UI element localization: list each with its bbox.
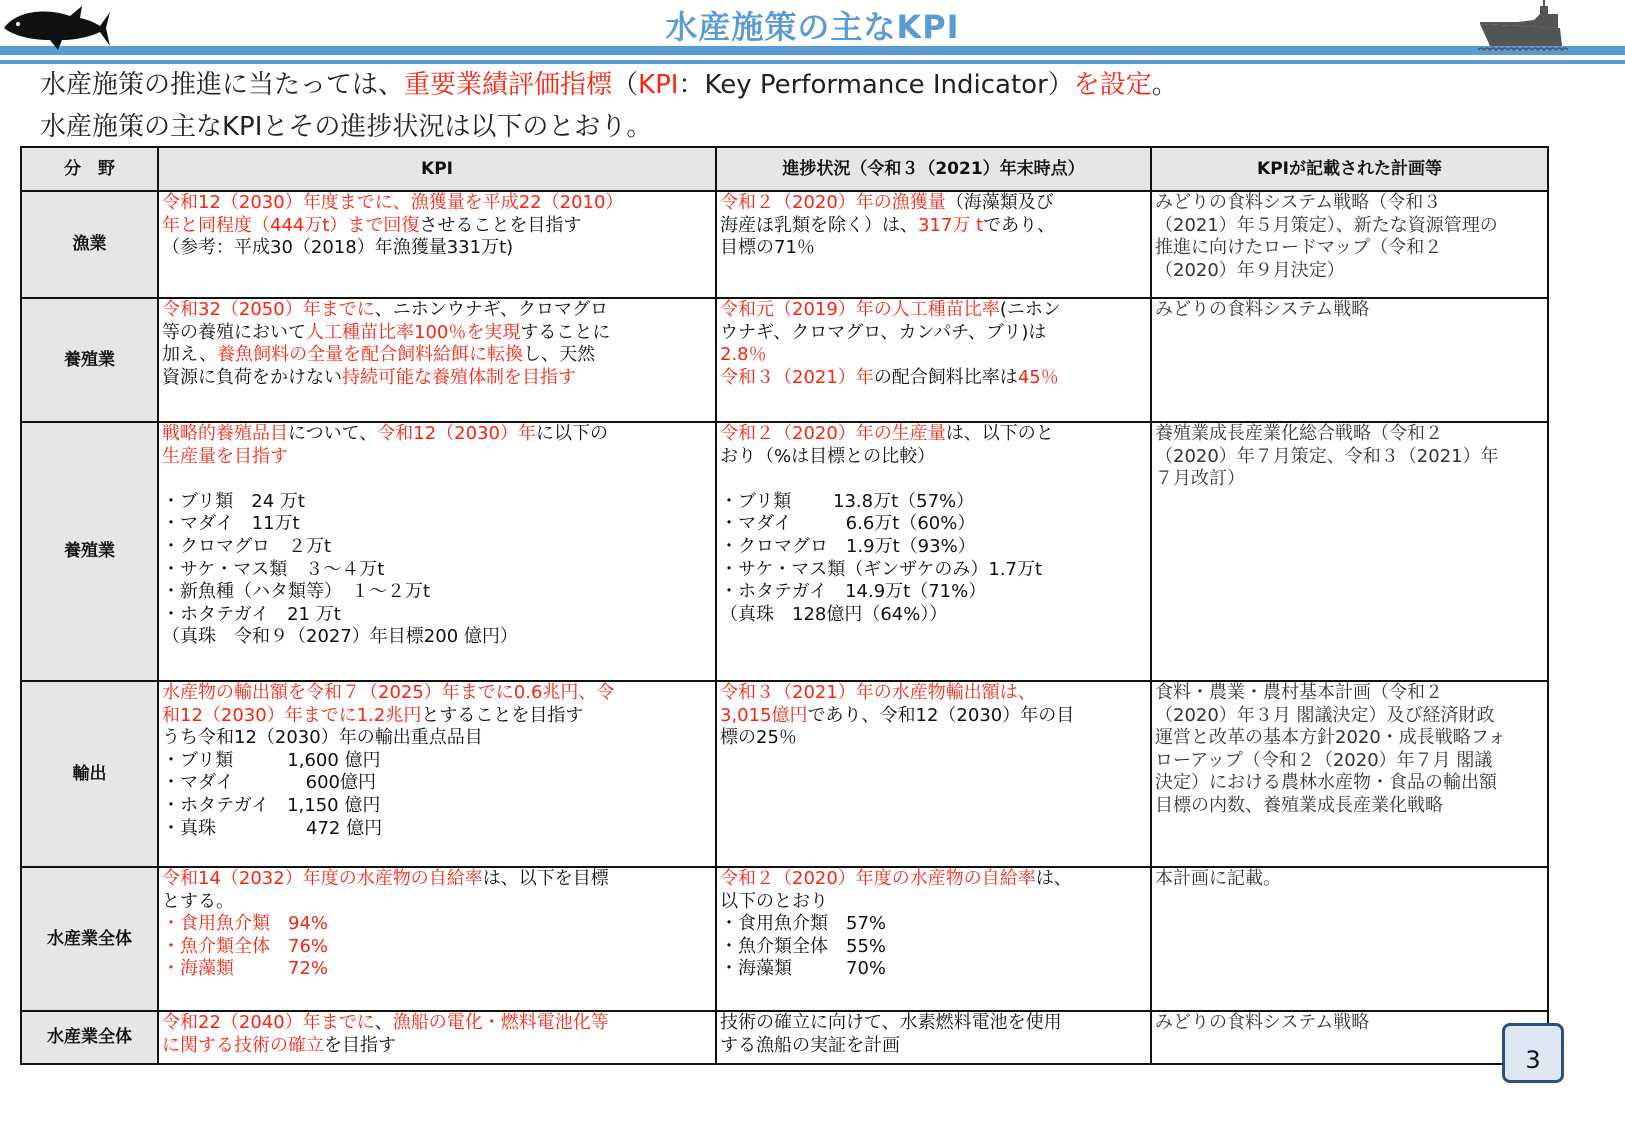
cell-line [720,958,1147,981]
highlight-text: 和12（2030）年までに1.2兆円 [162,704,422,726]
highlight-text: 2.8％ [720,344,767,366]
text-segment: 標の25％ [720,727,797,749]
text-segment: は、以下のと [945,423,1054,444]
cell-line [720,1012,1147,1035]
cell-line [720,423,1147,446]
cell-line [1155,260,1544,283]
header-progress: 進捗状況（令和３（2021）年末時点） [716,147,1151,191]
cell-line [720,536,1147,559]
cell-line [1155,682,1544,705]
kpi-cell [158,681,716,867]
cell-line [162,513,712,536]
kpi-cell [158,422,716,681]
table-row [21,1011,1548,1064]
text-segment: おり（%は目標との比較） [720,445,936,467]
cell-line [162,604,712,627]
header-plan: KPIが記載された計画等 [1151,147,1548,191]
kpi-cell [158,1011,716,1064]
text-segment: の配合飼料比率は [873,366,1018,388]
cell-line [720,727,1147,750]
highlight-text: 養魚飼料の全量を配合飼料給餌に転換 [217,344,524,366]
highlight-text: 令和14（2032）年度の水産物の自給率 [162,868,483,889]
kpi-cell [158,867,716,1011]
cell-line [162,322,712,345]
text-segment: うち令和12（2030）年の輸出重点品目 [162,727,483,749]
highlight-text: 人工種苗比率100％を実現 [306,321,521,343]
progress-cell [716,1011,1151,1064]
highlight-text: 令和22（2040）年までに [162,1012,375,1033]
text-segment: 海産ほ乳類を除く）は、 [720,214,918,236]
text-segment: ・サケ・マス類 ３～４万t [162,558,385,580]
cell-line [162,891,712,914]
text-segment: （2020）年７月策定、令和３（2021）年 [1155,445,1499,467]
cell-line [162,536,712,559]
text-segment: し、天然 [523,344,596,366]
cell-line [1155,237,1544,260]
cell-line [720,237,1147,260]
text-segment: について、 [288,423,378,444]
text-segment: 食料・農業・農村基本計画（令和２ [1155,682,1443,703]
text-segment: することに [520,321,611,343]
text-segment: ・マダイ 600億円 [162,772,376,794]
text-segment: ・ブリ類 1,600 億円 [162,749,381,771]
progress-cell [716,422,1151,681]
highlight-text: 45％ [1017,366,1059,388]
highlight-text: 令和２（2020）年の漁獲量 [720,192,946,213]
text-segment: 加え、 [162,344,218,366]
text-segment: 資源に負荷をかけない [162,366,342,388]
text-segment: を目指す [324,1034,396,1056]
text-segment: は、以下を目標 [482,868,609,889]
highlight-text: 令和12（2030）年 [377,423,536,444]
cell-line [720,367,1147,390]
table-header-row [21,147,1548,191]
text-segment: （ [612,70,639,100]
cell-line [720,913,1147,936]
cell-line [720,299,1147,322]
text-segment: みどりの食料システム戦略 [1155,299,1370,320]
cell-line [1155,468,1544,491]
highlight-text: 生産量を目指す [162,445,288,467]
cell-line [720,936,1147,959]
text-segment: ・真珠 472 億円 [162,817,383,839]
text-segment: に以下の [536,423,608,444]
cell-line [162,626,712,649]
highlight-text: KPI [638,70,679,100]
cell-line [162,705,712,728]
field-cell: 水産業全体 [21,1011,158,1064]
cell-line [162,936,712,959]
highlight-text: 水産物の輸出額を令和７（2025）年までに0.6兆円、令 [162,682,615,703]
text-segment: ・マダイ 11万t [162,513,300,535]
text-segment: ・食用魚介類 57% [720,913,887,935]
progress-cell [716,867,1151,1011]
cell-line [720,491,1147,514]
intro-line-2 [40,106,652,143]
cell-line [162,818,712,841]
text-segment: 水産施策の主なKPIとその進捗状況は以下のとおり。 [40,112,653,142]
text-segment: とする。 [162,890,234,912]
text-segment: 技術の確立に向けて、水素燃料電池を使用 [720,1012,1062,1033]
kpi-cell [158,191,716,298]
cell-line [162,727,712,750]
highlight-text: ・海藻類 72% [162,958,329,980]
cell-line [1155,727,1544,750]
text-segment: ７月改訂） [1155,468,1245,490]
cell-line [1155,795,1544,818]
field-cell: 漁業 [21,191,158,298]
cell-line [162,237,712,260]
text-segment: みどりの食料システム戦略 [1155,1012,1370,1033]
text-segment: 運営と改革の基本方針2020・成長戦略フォ [1155,727,1506,749]
progress-cell [716,681,1151,867]
text-segment: 推進に向けたロードマップ（令和２ [1155,237,1443,259]
cell-line [162,491,712,514]
cell-line [162,215,712,238]
text-segment: （2020）年９月決定） [1155,259,1345,281]
text-segment: 目標の内数、養殖業成長産業化戦略 [1155,794,1443,816]
cell-line [720,513,1147,536]
cell-line [720,682,1147,705]
cell-line [720,1035,1147,1058]
plan-cell [1151,298,1548,422]
text-segment: とすることを目指す [421,704,584,726]
text-segment: させることを目指す [419,214,582,236]
highlight-text: 令和32（2050）年までに [162,299,375,320]
plan-cell [1151,867,1548,1011]
text-segment: であり、令和12（2030）年の目 [807,704,1075,726]
text-segment: ・ホタテガイ 1,150 億円 [162,794,381,816]
cell-line [162,299,712,322]
cell-line [720,705,1147,728]
highlight-text: 令和３（2021）年の水産物輸出額は、 [720,682,1036,703]
cell-line [720,344,1147,367]
cell-line [720,891,1147,914]
text-segment: ・ホタテガイ 21 万t [162,603,341,625]
text-segment: ・ブリ類 24 万t [162,490,305,512]
cell-line [720,192,1147,215]
text-segment: ・ブリ類 13.8万t（57%） [720,490,975,512]
highlight-text: 3,015億円 [720,704,808,726]
text-segment: する漁船の実証を計画 [720,1034,900,1056]
cell-line [720,322,1147,345]
highlight-text: 令和２（2020）年度の水産物の自給率 [720,868,1036,889]
text-segment: 、ニホンウナギ、クロマグロ [374,299,608,320]
cell-line [162,367,712,390]
text-segment: 。 [1151,70,1178,100]
cell-line [162,913,712,936]
text-segment: であり、 [983,214,1056,236]
cell-line [720,604,1147,627]
text-segment: （参考：平成30（2018）年漁獲量331万t) [162,237,514,259]
cell-line [162,1035,712,1058]
text-segment: （2021）年５月策定）、新たな資源管理の [1155,214,1498,236]
page-number: 3 [1502,1023,1564,1083]
field-cell: 水産業全体 [21,867,158,1011]
table-row [21,191,1548,298]
text-segment: みどりの食料システム戦略（令和３ [1155,192,1442,213]
cell-line [162,795,712,818]
table-row [21,422,1548,681]
text-segment: ・クロマグロ ２万t [162,535,332,557]
field-cell: 養殖業 [21,422,158,681]
plan-cell [1151,191,1548,298]
table-row [21,681,1548,867]
cell-line [720,559,1147,582]
plan-cell [1151,1011,1548,1064]
text-segment: （真珠 令和９（2027）年目標200 億円） [162,626,518,648]
text-segment: 目標の71％ [720,237,815,259]
highlight-text: 年と同程度（444万t）まで回復 [162,214,420,236]
highlight-text: ・食用魚介類 94% [162,913,329,935]
cell-line [1155,750,1544,773]
cell-line [1155,446,1544,469]
page-title: 水産施策の主なKPI [665,8,960,46]
text-segment: (ニホン [999,299,1061,320]
cell-line [162,750,712,773]
text-segment: ・ホタテガイ 14.9万t（71%） [720,581,987,603]
cell-line [162,682,712,705]
kpi-cell [158,298,716,422]
text-segment: （真珠 128億円（64%）） [720,603,948,625]
text-segment: 、 [374,1012,393,1033]
cell-line [1155,423,1544,446]
cell-line [1155,705,1544,728]
text-segment: ・クロマグロ 1.9万t（93%） [720,535,976,557]
cell-line [162,468,712,491]
highlight-text: 令和２（2020）年の生産量 [720,423,946,444]
text-segment: 以下のとおり [720,890,828,912]
highlight-text: 漁獲量を平成22（2010） [410,192,624,213]
highlight-text: 漁船の電化・燃料電池化等 [392,1012,609,1033]
highlight-text: に関する技術の確立 [162,1034,324,1056]
text-segment: 等の養殖において [162,321,306,343]
plan-cell [1151,681,1548,867]
text-segment: ・サケ・マス類（ギンザケのみ）1.7万t [720,558,1043,580]
cell-line [162,958,712,981]
text-segment: 本計画に記載。 [1155,868,1281,889]
text-segment: は、 [1035,868,1072,889]
cell-line [162,423,712,446]
highlight-text: ・魚介類全体 76% [162,935,329,957]
cell-line [162,868,712,891]
header-kpi: KPI [158,147,716,191]
highlight-text: 戦略的養殖品目 [162,423,288,444]
field-cell: 養殖業 [21,298,158,422]
cell-line [162,344,712,367]
cell-line [162,559,712,582]
highlight-text: 令和12（2030）年度までに、 [162,192,411,213]
text-segment: ・新魚種（ハタ類等） １～２万t [162,581,431,603]
cell-line [162,1012,712,1035]
cell-line [1155,772,1544,795]
kpi-table [20,146,1549,1065]
text-segment: 水産施策の推進に当たっては、 [40,70,405,100]
field-cell: 輸出 [21,681,158,867]
cell-line [720,581,1147,604]
cell-line [162,581,712,604]
header-field: 分 野 [21,147,158,191]
text-segment: ・マダイ 6.6万t（60%） [720,513,976,535]
highlight-text: 令和元（2019）年の人工種苗比率 [720,299,1000,320]
progress-cell [716,298,1151,422]
text-segment: ウナギ、クロマグロ、カンパチ、ブリ)は [720,321,1047,343]
table-row [21,867,1548,1011]
cell-line [1155,192,1544,215]
highlight-text: 持続可能な養殖体制を目指す [342,366,576,388]
table-row [21,298,1548,422]
plan-cell [1151,422,1548,681]
cell-line [162,192,712,215]
cell-line [720,215,1147,238]
highlight-text: 317万 t [918,214,984,236]
cell-line [1155,1012,1544,1035]
text-segment: （海藻類及び [945,192,1054,213]
cell-line [1155,868,1544,891]
text-segment: ：Key Performance Indicator） [678,70,1074,100]
highlight-text: を設定 [1073,70,1152,100]
cell-line [720,868,1147,891]
text-segment: 養殖業成長産業化総合戦略（令和２ [1155,423,1443,444]
highlight-text: 重要業績評価指標 [404,70,613,100]
text-segment: ローアップ（令和２（2020）年７月 閣議 [1155,749,1493,771]
cell-line [720,468,1147,491]
text-segment: ・魚介類全体 55% [720,935,887,957]
intro-line-1 [40,64,1178,101]
text-segment: （2020）年３月 閣議決定）及び経済財政 [1155,704,1495,726]
cell-line [720,446,1147,469]
text-segment: 決定）における農林水産物・食品の輸出額 [1155,772,1497,794]
progress-cell [716,191,1151,298]
text-segment: ・海藻類 70% [720,958,887,980]
highlight-text: 令和３（2021）年 [720,366,874,388]
cell-line [1155,215,1544,238]
cell-line [162,446,712,469]
cell-line [162,772,712,795]
cell-line [1155,299,1544,322]
